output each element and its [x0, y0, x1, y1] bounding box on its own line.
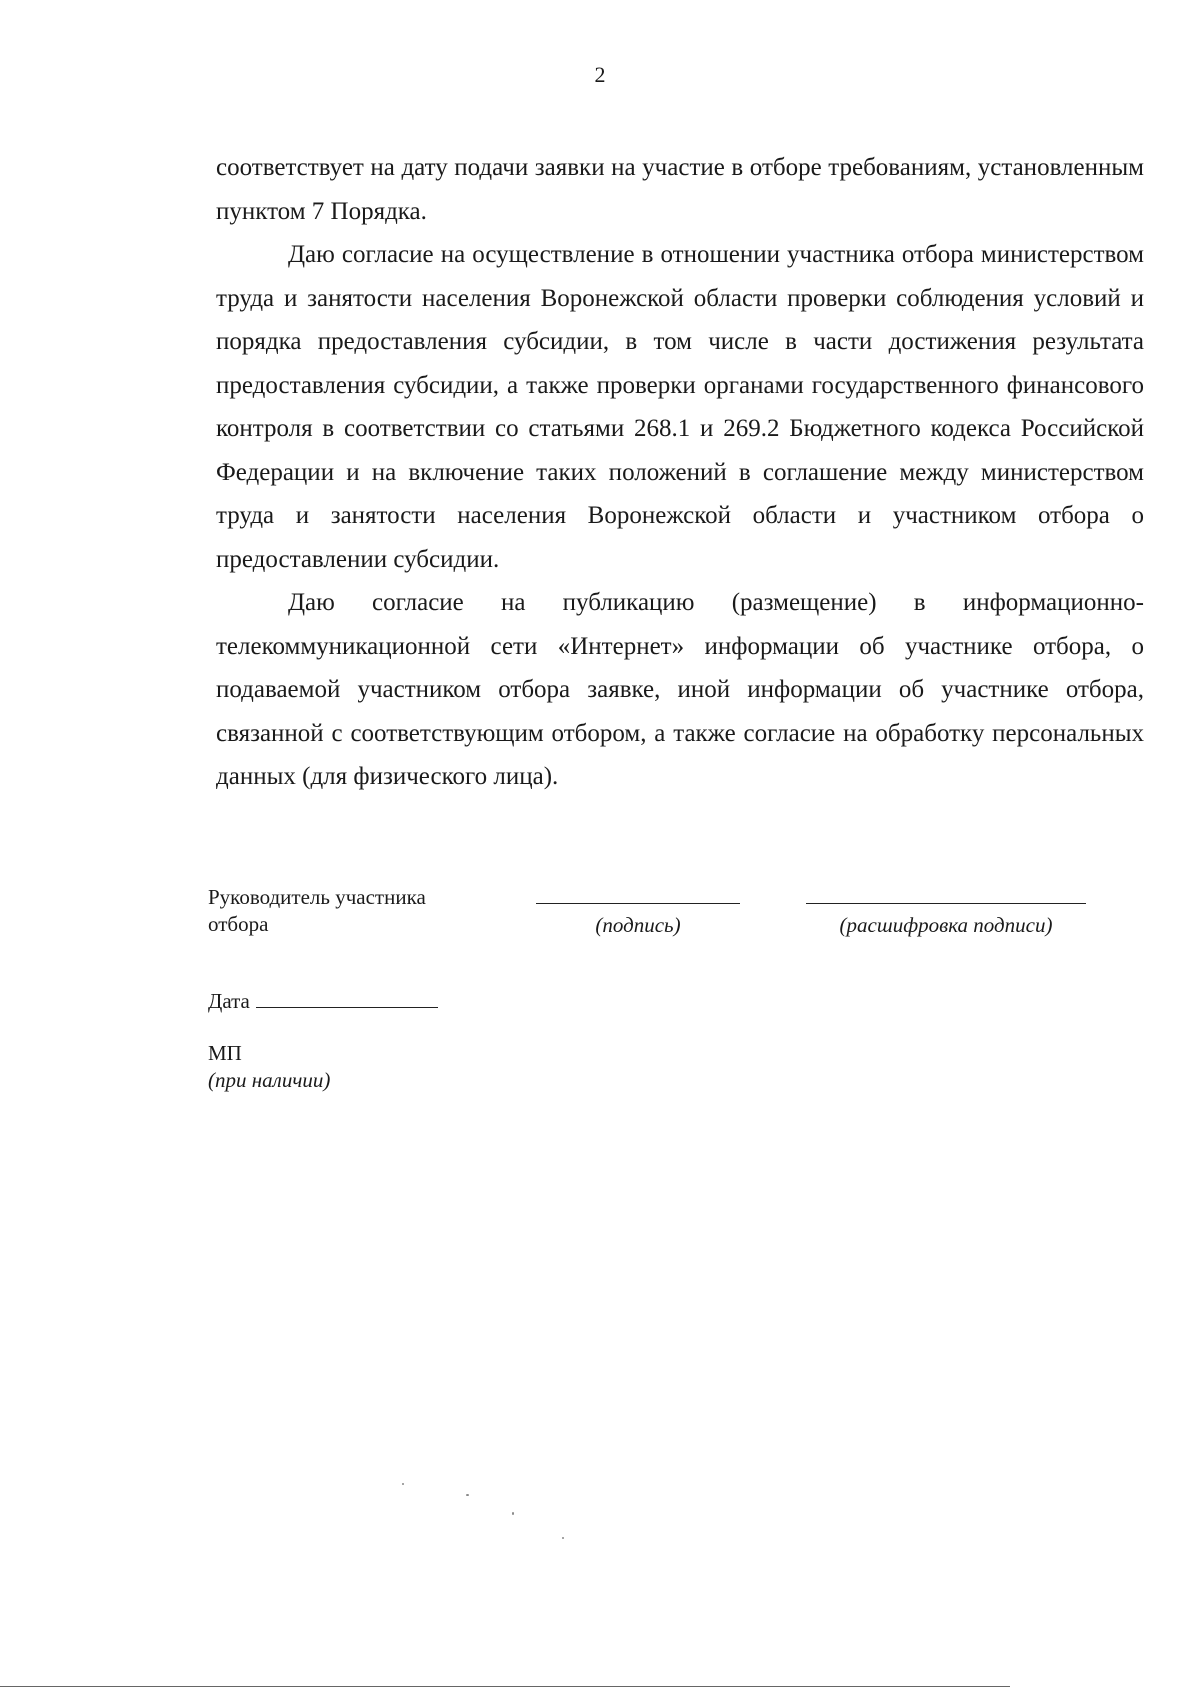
- stamp-block: [208, 1040, 330, 1094]
- signature-decode-line: [806, 903, 1086, 904]
- signature-line: [536, 903, 740, 904]
- bottom-scan-edge: [0, 1686, 1010, 1687]
- stamp-note: (при наличии): [208, 1068, 331, 1092]
- scan-speck: [402, 1483, 404, 1485]
- date-line: [256, 987, 438, 1008]
- signatory-role: [208, 884, 498, 938]
- signatory-role-line2: отбора: [208, 912, 269, 936]
- signature-decode-caption: (расшифровка подписи): [839, 913, 1053, 937]
- date-row: [208, 987, 438, 1015]
- scan-speck: [562, 1537, 564, 1539]
- document-body: [216, 146, 1144, 799]
- paragraph-consent-publication: Даю согласие на публикацию (размещение) в информационно-телекоммуникационной сети «Интернет» информации об участнике отбора, о подаваемой участником отбора заявке, иной информации об участнике отбора, связанной с соответствующим отбором, а также согласие на обработку персональных данных (для физического лица).: [216, 589, 1144, 790]
- signature-block: [208, 884, 1108, 944]
- paragraph-continuation: соответствует на дату подачи заявки на участие в отборе требованиям, установленным пунктом 7 Порядка.: [216, 154, 1144, 225]
- stamp-label: МП: [208, 1041, 242, 1065]
- paragraph-consent-verification: Даю согласие на осуществление в отношении участника отбора министерством труда и занятости населения Воронежской области проверки соблюдения условий и порядка предоставления субсидии, в том числе в части достижения результата предоставления субсидии, а также проверки органами государственного финансового контроля в соответствии со статьями 268.1 и 269.2 Бюджетного кодекса Российской Федерации и на включение таких положений в соглашение между министерством труда и занятости населения Воронежской области и участником отбора о предоставлении субсидии.: [216, 241, 1144, 573]
- page-number: 2: [594, 62, 606, 87]
- signatory-role-line1: Руководитель участника: [208, 885, 426, 909]
- scan-speck: [512, 1512, 514, 1515]
- signature-caption: (подпись): [595, 913, 681, 937]
- scan-speck: [466, 1494, 469, 1496]
- date-label: Дата: [208, 989, 250, 1013]
